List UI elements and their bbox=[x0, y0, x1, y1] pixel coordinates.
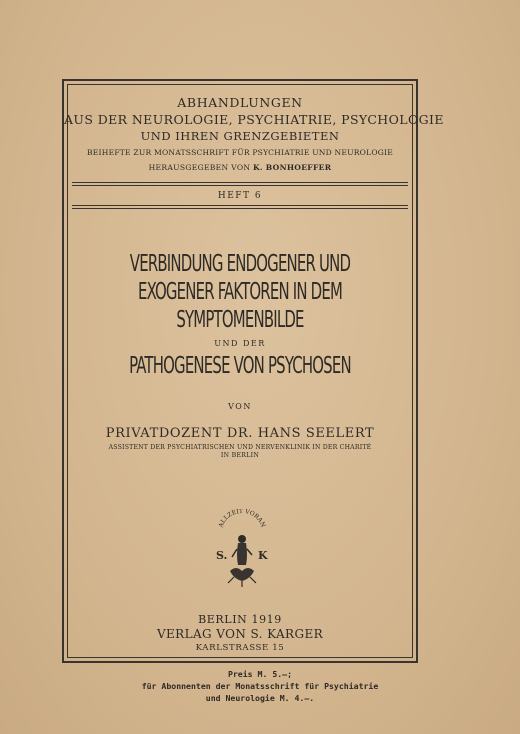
emblem-motto: ALLZEIT VORAN bbox=[217, 509, 267, 529]
book-title-line-1: VERBINDUNG ENDOGENER UND bbox=[129, 251, 351, 277]
supplement-note: BEIHEFTE ZUR MONATSSCHRIFT FÜR PSYCHIATRIE UND NEUROLOGIE bbox=[87, 148, 393, 157]
divider bbox=[72, 205, 408, 206]
divider bbox=[72, 182, 408, 183]
author-affiliation-city: IN BERLIN bbox=[220, 452, 260, 459]
emblem-left-letter: S. bbox=[216, 549, 228, 562]
series-subtitle-2: UND IHREN GRENZGEBIETEN bbox=[140, 129, 340, 143]
series-title: ABHANDLUNGEN bbox=[177, 95, 303, 110]
series-subtitle: AUS DER NEUROLOGIE, PSYCHIATRIE, PSYCHOLOGIE bbox=[64, 112, 444, 127]
author-name: PRIVATDOZENT DR. HANS SEELERT bbox=[105, 426, 375, 441]
editor-line: HERAUSGEGEBEN VON K. BONHOEFFER bbox=[148, 163, 332, 172]
author-affiliation: ASSISTENT DER PSYCHIATRISCHEN UND NERVENKLINIK IN DER CHARITÉ bbox=[108, 444, 372, 451]
issue-number: HEFT 6 bbox=[217, 191, 263, 201]
publisher-name: VERLAG VON S. KARGER bbox=[156, 627, 324, 641]
divider bbox=[72, 185, 408, 186]
subscriber-price-line: für Abonnenten der Monatsschrift für Psychiatrie bbox=[141, 681, 379, 691]
divider bbox=[72, 208, 408, 209]
book-title-connector: UND DER bbox=[214, 339, 266, 348]
book-title-line-5: PATHOGENESE VON PSYCHOSEN bbox=[129, 353, 351, 379]
publisher-emblem-icon bbox=[214, 509, 270, 589]
title-frame bbox=[62, 79, 444, 663]
publisher-address: KARLSTRASSE 15 bbox=[195, 643, 285, 653]
book-title-line-2: EXOGENER FAKTOREN IN DEM bbox=[137, 279, 343, 305]
editor-name: K. BONHOEFFER bbox=[253, 163, 332, 172]
subscriber-price-line-2: und Neurologie M. 4.—. bbox=[205, 693, 315, 703]
price-line: Preis M. 5.—; bbox=[227, 669, 293, 679]
emblem-right-letter: K bbox=[258, 549, 268, 562]
imprint-place-year: BERLIN 1919 bbox=[198, 613, 282, 626]
byline: VON bbox=[228, 402, 252, 411]
book-title-line-3: SYMPTOMENBILDE bbox=[176, 307, 304, 333]
